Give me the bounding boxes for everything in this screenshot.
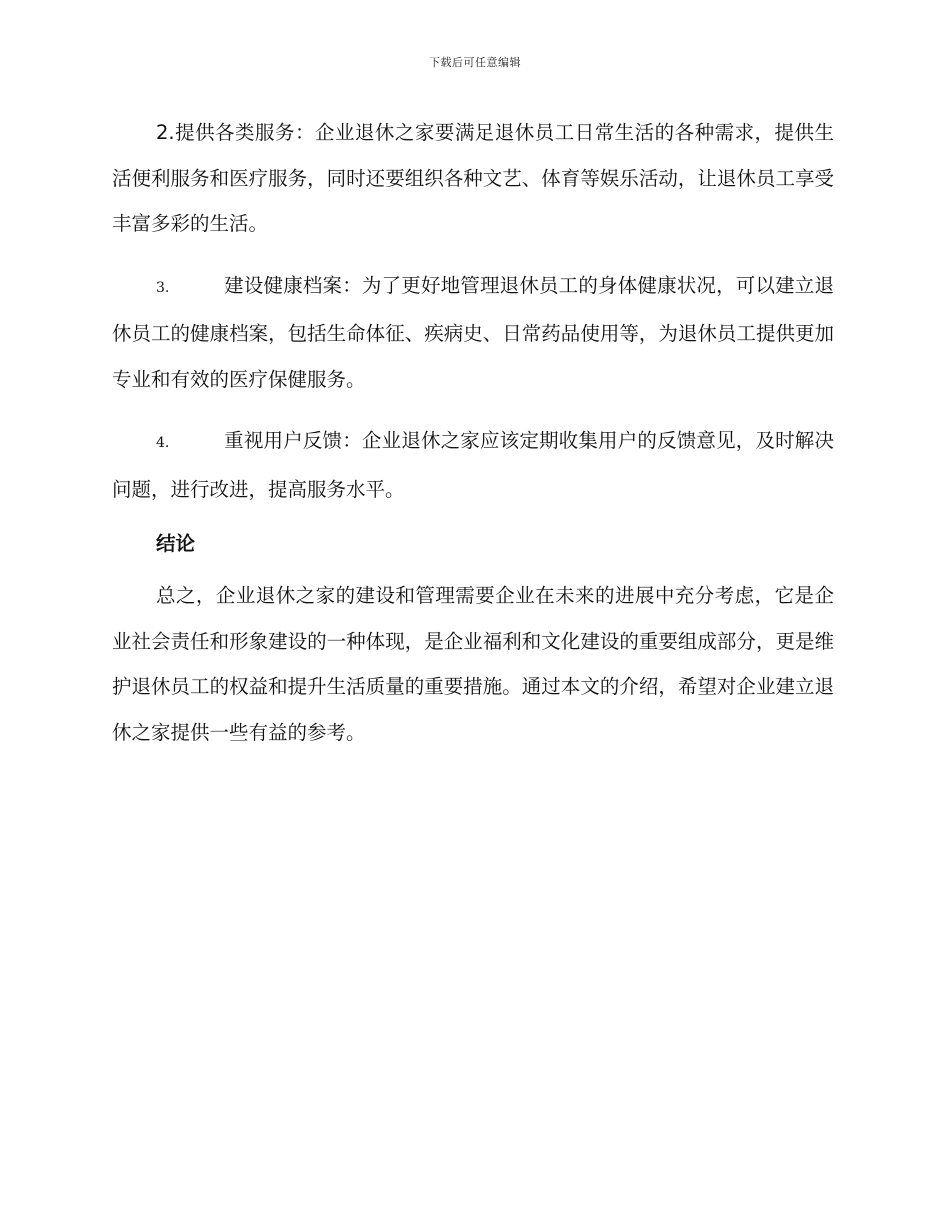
paragraph-text: 建设健康档案：为了更好地管理退休员工的身体健康状况，可以建立退休员工的健康档案，包括生命体征、疾病史、日常药品使用等，为退休员工提供更加专业和有效的医疗保健服务。 [112,273,834,391]
paragraph-user-feedback [112,418,834,512]
paragraph-text: 重视用户反馈：企业退休之家应该定期收集用户的反馈意见，及时解决问题，进行改进，提高服务水平。 [112,429,834,501]
page-header: 下载后可任意编辑 [429,56,521,69]
list-number: 3. [156,279,170,296]
paragraph-health-records [112,263,834,403]
list-number: 4. [156,435,170,451]
paragraph-services: 2.提供各类服务：企业退休之家要满足退休员工日常生活的各种需求，提供生活便利服务和医疗服务，同时还要组织各种文艺、体育等娱乐活动，让退休员工享受丰富多彩的生活。 [112,121,834,235]
section-heading-conclusion: 结论 [156,532,196,555]
document-body [112,110,834,755]
paragraph-conclusion: 总之，企业退休之家的建设和管理需要企业在未来的进展中充分考虑，它是企业社会责任和形象建设的一种体现，是企业福利和文化建设的重要组成部分，更是维护退休员工的权益和提升生活质量的重要措施。通过本文的介绍，希望对企业建立退休之家提供一些有益的参考。 [112,584,834,744]
